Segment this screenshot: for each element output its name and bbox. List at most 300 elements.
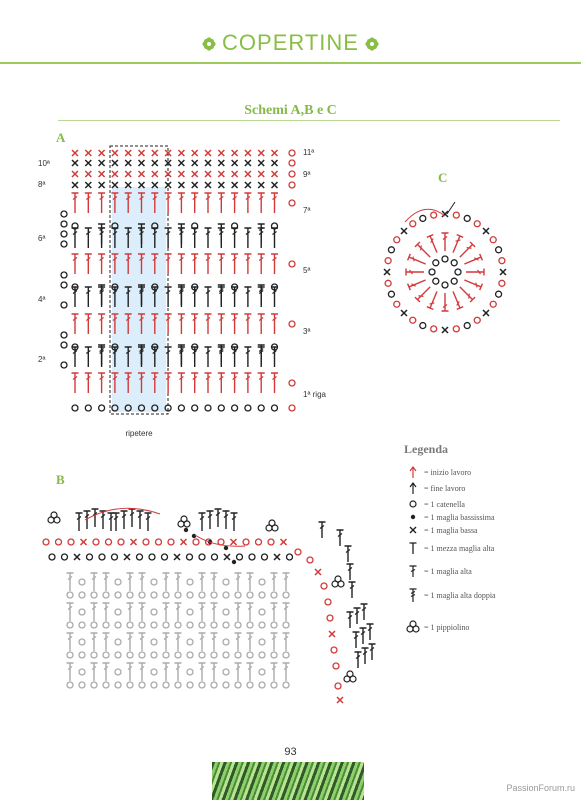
chain-icon bbox=[223, 682, 229, 688]
double-crochet-icon bbox=[231, 314, 238, 334]
chain-icon bbox=[49, 554, 55, 560]
row-label-right: 3ª bbox=[303, 327, 311, 336]
double-crochet-icon bbox=[127, 633, 134, 651]
chain-icon bbox=[163, 652, 169, 658]
chain-icon bbox=[223, 639, 229, 645]
single-crochet-icon bbox=[125, 150, 131, 156]
chain-icon bbox=[187, 669, 193, 675]
chain-icon bbox=[139, 622, 145, 628]
chain-icon bbox=[61, 362, 67, 368]
chain-icon bbox=[151, 609, 157, 615]
chain-icon bbox=[67, 622, 73, 628]
header-title-text: COPERTINE bbox=[222, 30, 359, 55]
double-crochet-icon bbox=[231, 228, 238, 248]
chain-icon bbox=[61, 231, 67, 237]
chain-icon bbox=[175, 652, 181, 658]
chain-icon bbox=[271, 652, 277, 658]
chain-icon bbox=[127, 682, 133, 688]
chain-icon bbox=[289, 380, 295, 386]
single-crochet-icon bbox=[125, 160, 131, 166]
single-crochet-icon bbox=[178, 182, 184, 188]
chain-icon bbox=[151, 592, 157, 598]
double-crochet-icon bbox=[85, 314, 92, 334]
single-crochet-icon bbox=[139, 171, 145, 177]
chain-icon bbox=[163, 592, 169, 598]
chain-icon bbox=[168, 539, 174, 545]
double-crochet-icon bbox=[271, 633, 278, 651]
double-crochet-icon bbox=[319, 522, 326, 538]
double-crochet-icon bbox=[427, 290, 440, 309]
double-crochet-icon bbox=[283, 663, 290, 681]
chain-icon bbox=[289, 160, 295, 166]
double-crochet-icon bbox=[349, 582, 356, 598]
chain-icon bbox=[259, 669, 265, 675]
chain-icon bbox=[149, 554, 155, 560]
chain-icon bbox=[451, 260, 457, 266]
single-crochet-icon bbox=[258, 160, 264, 166]
chain-icon bbox=[127, 652, 133, 658]
double-crochet-icon bbox=[218, 254, 225, 274]
double-crochet-icon bbox=[175, 633, 182, 651]
double-crochet-icon bbox=[113, 513, 120, 531]
chain-icon bbox=[162, 554, 168, 560]
double-crochet-icon bbox=[72, 347, 79, 367]
chain-icon bbox=[431, 326, 437, 332]
double-crochet-icon bbox=[67, 573, 74, 591]
chain-icon bbox=[187, 682, 193, 688]
chain-icon bbox=[271, 682, 277, 688]
double-crochet-icon bbox=[178, 314, 185, 334]
single-crochet-icon bbox=[442, 327, 448, 333]
double-crochet-icon bbox=[258, 254, 265, 274]
single-crochet-icon bbox=[245, 171, 251, 177]
single-crochet-icon bbox=[231, 539, 237, 545]
chain-icon bbox=[272, 405, 278, 411]
treble-crochet-icon bbox=[406, 588, 420, 602]
flower-icon bbox=[365, 37, 379, 51]
chain-icon bbox=[118, 539, 124, 545]
chain-icon bbox=[262, 554, 268, 560]
single-crochet-icon bbox=[74, 554, 80, 560]
double-crochet-icon bbox=[347, 564, 354, 580]
single-crochet-icon bbox=[85, 160, 91, 166]
single-crochet-icon bbox=[258, 150, 264, 156]
single-crochet-icon bbox=[81, 539, 87, 545]
double-crochet-icon bbox=[218, 193, 225, 213]
chain-icon bbox=[223, 669, 229, 675]
double-crochet-icon bbox=[271, 193, 278, 213]
section-title: Schemi A,B e C bbox=[244, 103, 337, 118]
chain-icon bbox=[103, 622, 109, 628]
single-crochet-icon bbox=[99, 171, 105, 177]
double-crochet-icon bbox=[163, 603, 170, 621]
chain-icon bbox=[192, 405, 198, 411]
chain-icon bbox=[79, 622, 85, 628]
chain-icon bbox=[99, 554, 105, 560]
single-crochet-icon bbox=[218, 182, 224, 188]
single-crochet-icon bbox=[337, 697, 343, 703]
chain-icon bbox=[151, 579, 157, 585]
double-crochet-icon bbox=[85, 228, 92, 248]
picot-icon bbox=[332, 576, 344, 587]
chain-icon bbox=[61, 342, 67, 348]
slip-stitch-icon bbox=[232, 560, 236, 564]
chain-icon bbox=[112, 554, 118, 560]
double-crochet-icon bbox=[369, 644, 376, 660]
double-crochet-icon bbox=[175, 573, 182, 591]
chain-icon bbox=[187, 652, 193, 658]
chain-icon bbox=[496, 291, 502, 297]
chain-icon bbox=[289, 405, 295, 411]
double-crochet-icon bbox=[205, 347, 212, 367]
picot-icon bbox=[344, 671, 356, 682]
legend-item bbox=[406, 620, 469, 634]
legend-text: = 1 mezza maglia alta bbox=[424, 543, 495, 553]
chain-icon bbox=[271, 622, 277, 628]
chain-icon bbox=[223, 579, 229, 585]
slip-stitch-icon bbox=[192, 534, 196, 538]
double-crochet-icon bbox=[103, 573, 110, 591]
single-crochet-icon bbox=[315, 569, 321, 575]
double-crochet-icon bbox=[271, 347, 278, 367]
double-crochet-icon bbox=[178, 347, 185, 367]
legend-item bbox=[406, 465, 471, 479]
double-crochet-icon bbox=[191, 287, 198, 307]
legend-item bbox=[406, 588, 496, 602]
chain-icon bbox=[453, 212, 459, 218]
diagram-c-label: C bbox=[438, 170, 448, 185]
double-crochet-icon bbox=[244, 287, 251, 307]
chain-icon bbox=[258, 405, 264, 411]
double-crochet-icon bbox=[163, 633, 170, 651]
single-crochet-icon bbox=[274, 554, 280, 560]
double-crochet-icon bbox=[463, 277, 482, 290]
single-crochet-icon bbox=[281, 539, 287, 545]
single-crochet-icon bbox=[178, 171, 184, 177]
chain-icon bbox=[259, 652, 265, 658]
double-crochet-icon bbox=[91, 573, 98, 591]
double-crochet-icon bbox=[178, 254, 185, 274]
double-crochet-icon bbox=[442, 233, 449, 251]
single-crochet-icon bbox=[165, 171, 171, 177]
double-crochet-icon bbox=[121, 511, 128, 529]
double-crochet-icon bbox=[231, 193, 238, 213]
double-crochet-icon bbox=[271, 573, 278, 591]
double-crochet-icon bbox=[207, 511, 214, 529]
diagram-a bbox=[0, 0, 326, 438]
direction-arc bbox=[195, 535, 245, 546]
single-crochet-icon bbox=[152, 150, 158, 156]
single-crochet-icon bbox=[99, 150, 105, 156]
chain-icon bbox=[79, 669, 85, 675]
chain-icon bbox=[283, 592, 289, 598]
single-crochet-icon bbox=[112, 160, 118, 166]
double-crochet-icon bbox=[127, 663, 134, 681]
double-crochet-icon bbox=[178, 373, 185, 393]
row-label-left: 10ª bbox=[38, 159, 50, 168]
chain-icon bbox=[453, 326, 459, 332]
chain-icon bbox=[178, 405, 184, 411]
double-crochet-icon bbox=[191, 347, 198, 367]
double-crochet-icon bbox=[354, 608, 361, 624]
chain-icon bbox=[223, 592, 229, 598]
chain-icon bbox=[385, 280, 391, 286]
chain-icon bbox=[56, 539, 62, 545]
chain-icon bbox=[442, 282, 448, 288]
double-crochet-icon bbox=[258, 193, 265, 213]
chain-icon bbox=[67, 682, 73, 688]
single-crochet-icon bbox=[131, 539, 137, 545]
double-crochet-icon bbox=[283, 573, 290, 591]
single-crochet-icon bbox=[72, 171, 78, 177]
double-crochet-icon bbox=[408, 277, 427, 290]
double-crochet-icon bbox=[355, 652, 362, 668]
chain-icon bbox=[115, 639, 121, 645]
chain-icon bbox=[474, 221, 480, 227]
single-crochet-icon bbox=[406, 523, 420, 537]
single-crochet-icon bbox=[483, 310, 489, 316]
single-crochet-icon bbox=[85, 171, 91, 177]
chain-icon bbox=[289, 171, 295, 177]
double-crochet-icon bbox=[218, 228, 225, 248]
double-crochet-icon bbox=[76, 513, 83, 531]
chain-icon bbox=[87, 554, 93, 560]
double-crochet-icon bbox=[67, 633, 74, 651]
chain-icon bbox=[151, 652, 157, 658]
single-crochet-icon bbox=[139, 150, 145, 156]
double-crochet-icon bbox=[72, 254, 79, 274]
double-crochet-icon bbox=[258, 228, 265, 248]
double-crochet-icon bbox=[108, 513, 115, 531]
chain-icon bbox=[115, 592, 121, 598]
double-crochet-icon bbox=[362, 648, 369, 664]
single-crochet-icon bbox=[178, 150, 184, 156]
chain-icon bbox=[235, 682, 241, 688]
chain-icon bbox=[91, 682, 97, 688]
double-crochet-icon bbox=[235, 633, 242, 651]
double-crochet-icon bbox=[127, 573, 134, 591]
double-crochet-icon bbox=[199, 573, 206, 591]
double-crochet-icon bbox=[231, 254, 238, 274]
double-crochet-icon bbox=[98, 287, 105, 307]
double-crochet-icon bbox=[450, 235, 463, 254]
double-crochet-icon bbox=[450, 290, 463, 309]
chain-icon bbox=[223, 609, 229, 615]
chain-icon bbox=[199, 652, 205, 658]
chain-icon bbox=[103, 652, 109, 658]
legend-title: Legenda bbox=[404, 442, 449, 456]
chain-icon bbox=[211, 652, 217, 658]
double-crochet-icon bbox=[211, 603, 218, 621]
single-crochet-icon bbox=[72, 160, 78, 166]
chain-icon bbox=[331, 647, 337, 653]
double-crochet-icon bbox=[127, 603, 134, 621]
single-crochet-icon bbox=[224, 554, 230, 560]
chain-icon bbox=[283, 682, 289, 688]
chain-icon bbox=[223, 652, 229, 658]
chain-icon bbox=[232, 405, 238, 411]
chain-icon bbox=[187, 609, 193, 615]
single-crochet-icon bbox=[232, 182, 238, 188]
chain-icon bbox=[193, 539, 199, 545]
chain-icon bbox=[327, 615, 333, 621]
direction-arc bbox=[85, 508, 160, 520]
double-crochet-icon bbox=[139, 573, 146, 591]
double-crochet-icon bbox=[415, 284, 433, 302]
double-crochet-icon bbox=[67, 603, 74, 621]
double-crochet-icon bbox=[91, 663, 98, 681]
chain-icon bbox=[143, 539, 149, 545]
chain-icon bbox=[388, 291, 394, 297]
chain-icon bbox=[256, 539, 262, 545]
chain-icon bbox=[175, 682, 181, 688]
chain-icon bbox=[137, 554, 143, 560]
double-crochet-icon bbox=[211, 663, 218, 681]
single-crochet-icon bbox=[258, 171, 264, 177]
single-crochet-icon bbox=[272, 182, 278, 188]
double-crochet-icon bbox=[361, 604, 368, 620]
picot-icon bbox=[48, 512, 60, 523]
double-crochet-icon bbox=[163, 573, 170, 591]
chain-icon bbox=[431, 212, 437, 218]
chain-icon bbox=[211, 592, 217, 598]
double-crochet-icon bbox=[191, 373, 198, 393]
chain-icon bbox=[99, 405, 105, 411]
double-crochet-icon bbox=[367, 624, 374, 640]
chain-icon bbox=[499, 280, 505, 286]
double-crochet-icon bbox=[175, 663, 182, 681]
double-crochet-icon bbox=[72, 287, 79, 307]
chain-icon bbox=[388, 247, 394, 253]
double-crochet-icon bbox=[139, 603, 146, 621]
double-crochet-icon bbox=[427, 235, 440, 254]
chain-icon bbox=[151, 639, 157, 645]
double-crochet-icon bbox=[442, 293, 449, 311]
chain-icon bbox=[474, 317, 480, 323]
chain-icon bbox=[259, 622, 265, 628]
chain-icon bbox=[410, 317, 416, 323]
slip-stitch-icon bbox=[406, 510, 420, 524]
double-crochet-icon bbox=[103, 603, 110, 621]
legend-text: = 1 pippiolino bbox=[424, 622, 470, 632]
chain-icon bbox=[420, 215, 426, 221]
double-crochet-icon bbox=[67, 663, 74, 681]
double-crochet-icon bbox=[199, 603, 206, 621]
double-crochet-icon bbox=[271, 228, 278, 248]
double-crochet-icon bbox=[231, 347, 238, 367]
chain-icon bbox=[187, 554, 193, 560]
double-crochet-icon bbox=[191, 314, 198, 334]
double-crochet-icon bbox=[258, 287, 265, 307]
chain-icon bbox=[106, 539, 112, 545]
legend-item bbox=[406, 564, 472, 578]
double-crochet-icon bbox=[283, 633, 290, 651]
row-label-right: 5ª bbox=[303, 266, 311, 275]
single-crochet-icon bbox=[218, 160, 224, 166]
chain-icon bbox=[307, 557, 313, 563]
double-crochet-icon bbox=[247, 663, 254, 681]
chain-icon bbox=[496, 247, 502, 253]
chain-icon bbox=[103, 592, 109, 598]
row-label-right: 7ª bbox=[303, 206, 311, 215]
chain-icon bbox=[429, 269, 435, 275]
legend-text: = 1 catenella bbox=[424, 499, 465, 509]
legend-item bbox=[406, 497, 465, 511]
chain-icon bbox=[79, 652, 85, 658]
double-crochet-icon bbox=[199, 633, 206, 651]
double-crochet-icon bbox=[145, 513, 152, 531]
legend-text: = 1 maglia alta bbox=[424, 566, 472, 576]
chain-icon bbox=[211, 622, 217, 628]
single-crochet-icon bbox=[192, 171, 198, 177]
single-crochet-icon bbox=[152, 171, 158, 177]
chain-icon bbox=[245, 405, 251, 411]
single-crochet-icon bbox=[401, 228, 407, 234]
double-crochet-icon bbox=[244, 347, 251, 367]
double-crochet-icon bbox=[211, 633, 218, 651]
legend-item bbox=[406, 481, 465, 495]
chain-icon bbox=[410, 221, 416, 227]
row-label-left: 8ª bbox=[38, 180, 46, 189]
double-crochet-icon bbox=[178, 287, 185, 307]
row-label-left: 6ª bbox=[38, 234, 46, 243]
double-crochet-icon bbox=[223, 511, 230, 529]
chain-icon bbox=[247, 592, 253, 598]
row-label-right: 11ª bbox=[303, 148, 315, 157]
double-crochet-icon bbox=[466, 269, 484, 276]
double-crochet-icon bbox=[247, 573, 254, 591]
double-crochet-icon bbox=[211, 573, 218, 591]
chain-icon bbox=[79, 592, 85, 598]
double-crochet-icon bbox=[408, 254, 427, 267]
single-crochet-icon bbox=[205, 171, 211, 177]
chain-icon bbox=[406, 497, 420, 511]
chain-icon bbox=[499, 258, 505, 264]
end-arrow-icon bbox=[406, 481, 420, 495]
chain-icon bbox=[43, 539, 49, 545]
double-crochet-icon bbox=[235, 603, 242, 621]
double-crochet-icon bbox=[360, 628, 367, 644]
chain-icon bbox=[325, 599, 331, 605]
double-crochet-icon bbox=[205, 287, 212, 307]
single-crochet-icon bbox=[205, 160, 211, 166]
chain-icon bbox=[91, 652, 97, 658]
double-crochet-icon bbox=[345, 546, 352, 562]
double-crochet-icon bbox=[98, 347, 105, 367]
double-crochet-icon bbox=[353, 632, 360, 648]
single-crochet-icon bbox=[245, 160, 251, 166]
chain-icon bbox=[268, 539, 274, 545]
chain-icon bbox=[151, 669, 157, 675]
double-crochet-icon bbox=[178, 193, 185, 213]
double-crochet-icon bbox=[85, 287, 92, 307]
chain-icon bbox=[67, 652, 73, 658]
double-crochet-icon bbox=[85, 347, 92, 367]
yarn-texture-image bbox=[212, 762, 364, 800]
single-crochet-icon bbox=[218, 150, 224, 156]
chain-icon bbox=[163, 682, 169, 688]
single-crochet-icon bbox=[205, 150, 211, 156]
double-crochet-icon bbox=[244, 314, 251, 334]
legend-text: = fine lavoro bbox=[424, 483, 466, 493]
double-crochet-icon bbox=[72, 193, 79, 213]
chain-icon bbox=[289, 321, 295, 327]
single-crochet-icon bbox=[192, 182, 198, 188]
chain-icon bbox=[62, 554, 68, 560]
single-crochet-icon bbox=[124, 554, 130, 560]
double-crochet-icon bbox=[218, 287, 225, 307]
double-crochet-icon bbox=[247, 603, 254, 621]
